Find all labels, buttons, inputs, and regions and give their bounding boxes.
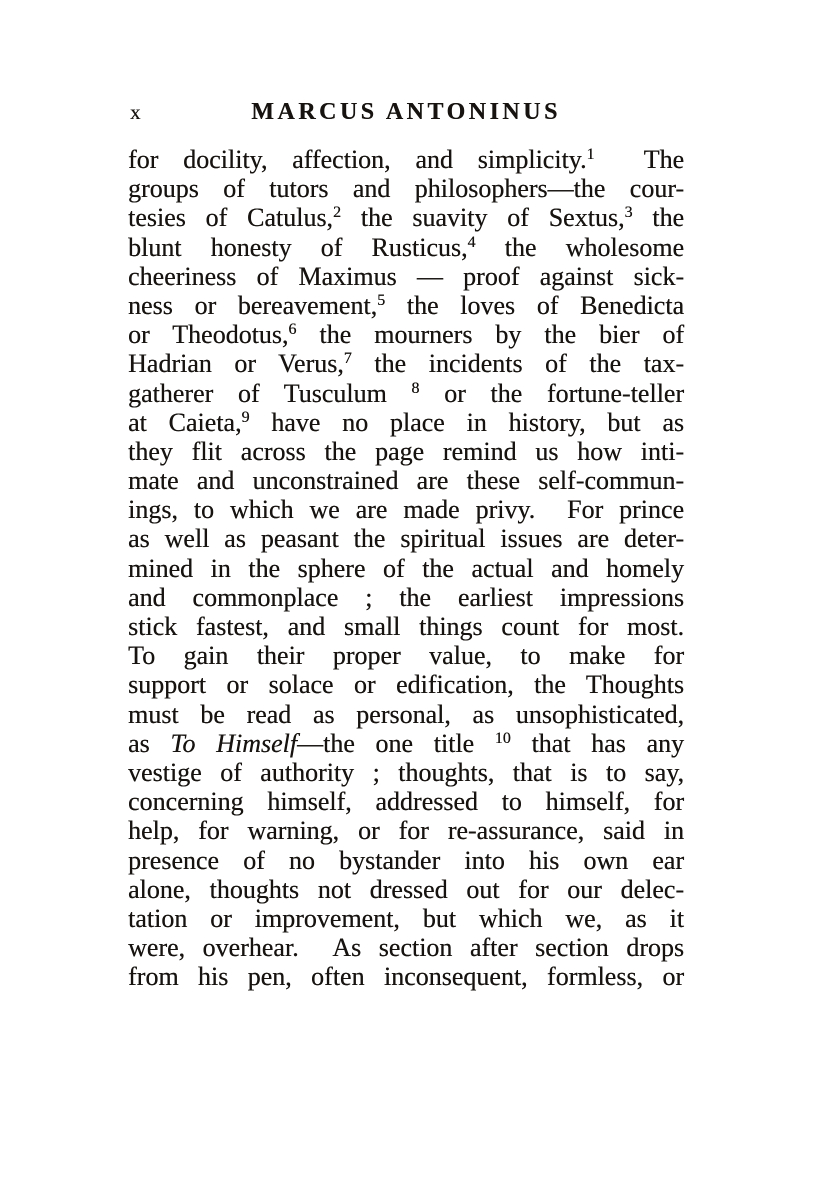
text-line — [128, 875, 684, 904]
text-segment: or the fortune-teller — [419, 378, 684, 408]
text-segment: the loves of Benedicta — [385, 290, 684, 320]
text-segment: Hadrian or Verus, — [128, 349, 344, 379]
text-segment: cheeriness of Maximus — proof against sick- — [128, 261, 684, 291]
text-segment: support or solace or edification, the Thoughts — [128, 670, 684, 700]
text-segment: ings, to which we are made privy. For prince — [128, 495, 684, 525]
text-line — [128, 846, 684, 875]
text-segment: and commonplace ; the earliest impressions — [128, 582, 684, 612]
text-line — [128, 408, 684, 437]
page-number: x — [130, 100, 141, 124]
text-line — [128, 437, 684, 466]
text-segment: help, for warning, or for re-assurance, said in — [128, 816, 684, 846]
text-line — [128, 700, 684, 729]
text-segment: The — [594, 145, 685, 174]
text-line — [128, 758, 684, 787]
text-line — [128, 349, 684, 378]
page-header — [128, 96, 684, 128]
text-segment: the incidents of the tax- — [351, 349, 684, 379]
footnote-ref: 6 — [288, 321, 297, 339]
running-title: MARCUS ANTONINUS — [251, 99, 561, 125]
text-line — [128, 203, 684, 232]
text-line — [128, 262, 684, 291]
text-segment: the suavity of Sextus, — [340, 203, 625, 233]
text-line — [128, 612, 684, 641]
text-segment: gatherer of Tusculum — [128, 378, 412, 408]
text-segment: mined in the sphere of the actual and homely — [128, 553, 684, 583]
text-segment: tation or improvement, but which we, as it — [128, 903, 684, 933]
text-segment: stick fastest, and small things count for most. — [128, 612, 684, 641]
text-line — [128, 524, 684, 553]
text-segment: they flit across the page remind us how inti- — [128, 436, 684, 466]
text-line — [128, 495, 684, 524]
text-line — [128, 554, 684, 583]
text-segment: that has any — [510, 728, 684, 758]
footnote-ref: 4 — [467, 233, 476, 251]
text-line — [128, 933, 684, 962]
text-line — [128, 729, 684, 758]
text-line — [128, 962, 684, 991]
text-segment: must be read as personal, as unsophisticated, — [128, 699, 684, 729]
footnote-ref: 3 — [624, 204, 633, 222]
text-line — [128, 174, 684, 203]
footnote-ref: 8 — [411, 379, 420, 397]
text-line — [128, 233, 684, 262]
text-line — [128, 379, 684, 408]
text-segment: as — [128, 728, 171, 758]
text-segment: or Theodotus, — [128, 320, 289, 350]
text-segment: —the one title — [296, 728, 495, 758]
footnote-ref: 1 — [586, 146, 595, 163]
text-segment: the mourners by the bier of — [296, 320, 684, 350]
text-segment: groups of tutors and philosophers—the cour- — [128, 174, 684, 204]
text-segment: vestige of authority ; thoughts, that is to say, — [128, 757, 684, 787]
text-segment: tesies of Catulus, — [128, 203, 333, 233]
footnote-ref: 2 — [332, 204, 341, 222]
text-line — [128, 816, 684, 845]
footnote-ref: 9 — [241, 408, 250, 426]
text-segment: ness or bereavement, — [128, 290, 378, 320]
text-line — [128, 904, 684, 933]
text-line — [128, 320, 684, 349]
text-segment: have no place in history, but as — [249, 407, 684, 437]
text-segment: for docility, affection, and simplicity. — [128, 145, 587, 174]
text-segment: alone, thoughts not dressed out for our delec- — [128, 874, 684, 904]
italic-text: To Himself — [170, 728, 297, 758]
text-segment: blunt honesty of Rusticus, — [128, 232, 468, 262]
text-line — [128, 291, 684, 320]
text-line — [128, 641, 684, 670]
body-text — [128, 145, 684, 991]
text-line — [128, 466, 684, 495]
text-line — [128, 145, 684, 174]
text-segment: presence of no bystander into his own ear — [128, 845, 684, 875]
text-segment: concerning himself, addressed to himself, for — [128, 787, 684, 817]
text-segment: from his pen, often inconsequent, formless, or — [128, 962, 684, 992]
text-line — [128, 787, 684, 816]
text-segment: were, overhear. As section after section drops — [128, 933, 684, 963]
text-segment: To gain their proper value, to make for — [128, 641, 684, 671]
text-line — [128, 583, 684, 612]
footnote-ref: 7 — [343, 350, 352, 368]
footnote-ref: 5 — [377, 291, 386, 309]
text-segment: the wholesome — [475, 232, 685, 262]
text-segment: mate and unconstrained are these self-commun- — [128, 466, 684, 496]
text-segment: the — [632, 203, 685, 233]
footnote-ref: 10 — [494, 729, 511, 747]
text-line — [128, 670, 684, 699]
text-segment: as well as peasant the spiritual issues are deter- — [128, 524, 684, 554]
text-segment: at Caieta, — [128, 407, 242, 437]
